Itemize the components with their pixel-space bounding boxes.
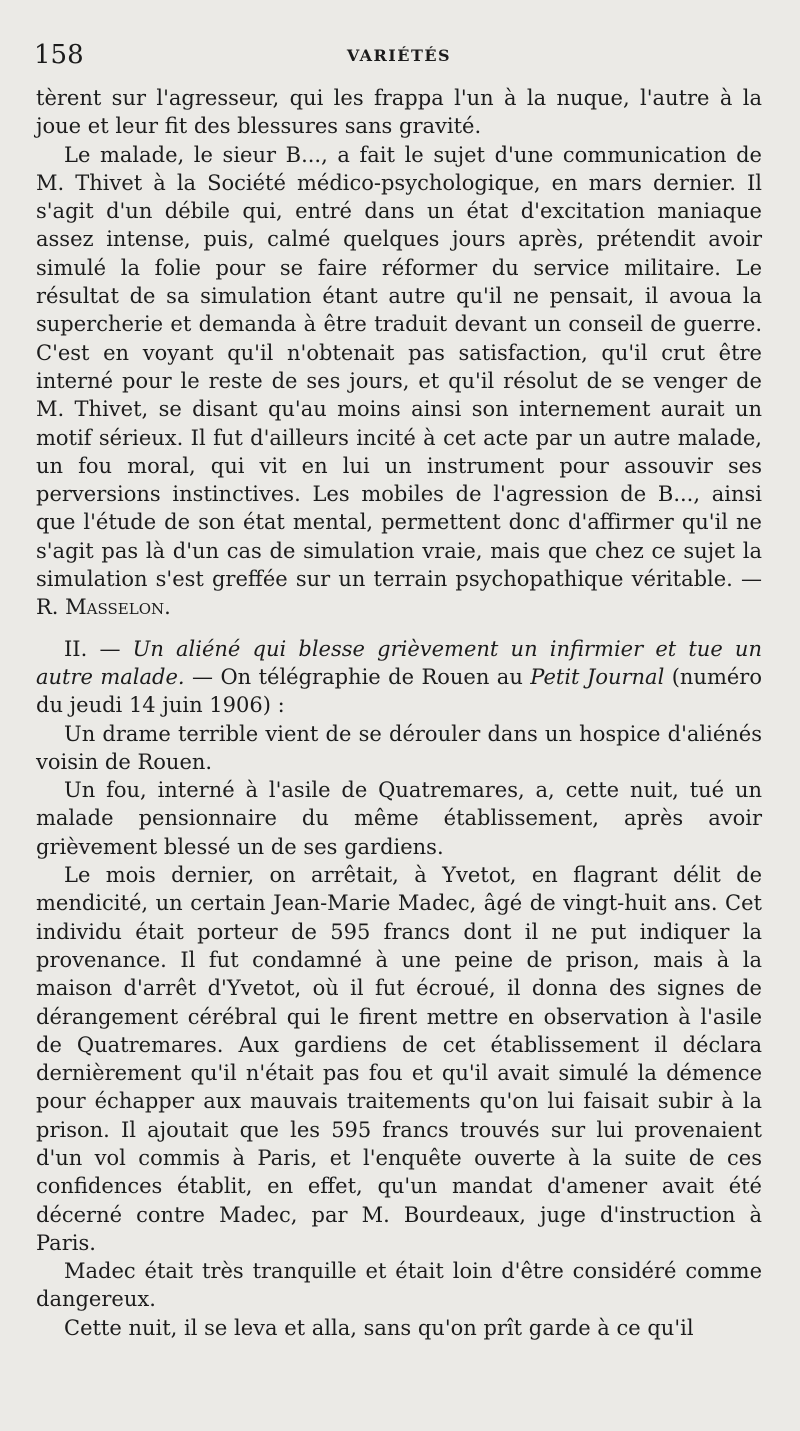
section-title: Un aliéné qui blesse grièvement un infirmier et tue un autre malade. <box>36 636 762 689</box>
running-head: VARIÉTÉS <box>346 46 452 65</box>
paragraph-madec-history: Le mois dernier, on arrêtait, à Yvetot, en flagrant délit de mendicité, un certain Jean-Marie Madec, âgé de vingt-huit ans. Cet individu était porteur de 595 francs dont il ne put indiquer la provenance. Il fut condamné à une peine de prison, mais à la maison d'arrêt d'Yvetot, où il fut écroué, il donna des signes de dérangement cérébral qui le firent mettre en observation à l'asile de Quatremares. Aux gardiens de cet établissement il déclara dernièrement qu'il n'était pas fou et qu'il avait simulé la démence pour échapper aux mauvais traitements qu'on lui faisait subir à la prison. Il ajoutait que les 595 francs trouvés sur lui provenaient d'un vol commis à Paris, et l'enquête ouverte à la suite de ces confidences établit, en effet, qu'un mandat d'amener avait été décerné contre Madec, par M. Bourdeaux, juge d'instruction à Paris. <box>36 863 762 1255</box>
page-number: 158 <box>34 40 84 70</box>
paragraph-drame: Un drame terrible vient de se dérouler dans un hospice d'aliénés voisin de Rouen. <box>36 721 762 774</box>
section-intro-end: (numéro du jeudi 14 juin 1906) : <box>36 664 762 718</box>
paragraph-case-description <box>36 141 762 622</box>
author-signature: R. Masselon. <box>36 595 171 620</box>
page-header <box>34 40 764 70</box>
page-body <box>36 84 762 1342</box>
section-heading-paragraph <box>36 635 762 720</box>
section-gap <box>36 622 762 635</box>
paragraph-fou-interne: Un fou, interné à l'asile de Quatremares, a, cette nuit, tué un malade pensionnaire du même établissement, après avoir grièvement blessé un de ses gardiens. <box>36 778 762 859</box>
paragraph-cette-nuit: Cette nuit, il se leva et alla, sans qu'on prît garde à ce qu'il <box>64 1315 694 1340</box>
paragraph-madec-tranquille: Madec était très tranquille et était loin d'être considéré comme dangereux. <box>36 1259 762 1312</box>
newspaper-name: Petit Journal <box>530 664 665 689</box>
section-intro-text: — On télégraphie de Rouen au <box>184 664 531 689</box>
paragraph-case-text: Le malade, le sieur B..., a fait le sujet d'une communication de M. Thivet à la Société médico-psychologique, en mars dernier. Il s'agit d'un débile qui, entré dans un état d'excitation maniaque assez intense, puis, calmé quelques jours après, prétendit avoir simulé la folie pour se faire réformer du service militaire. Le résultat de sa simulation étant autre qu'il ne pensait, il avoua la supercherie et demanda à être traduit devant un conseil de guerre. C'est en voyant qu'il n'obtenait pas satisfaction, qu'il crut être interné pour le reste de ses jours, et qu'il résolut de se venger de M. Thivet, se disant qu'au moins ainsi son internement aurait un motif sérieux. Il fut d'ailleurs incité à cet acte par un autre malade, un fou moral, qui vit en lui un instrument pour assouvir ses perversions instinctives. Les mobiles de l'agression de B..., ainsi que l'étude de son état mental, permettent donc d'affirmer qu'il ne s'agit pas là d'un cas de simulation vraie, mais que chez ce sujet la simulation s'est greffée sur un terrain psychopathique véritable. — <box>36 142 762 592</box>
section-number: II. — <box>64 636 133 661</box>
paragraph-continuation: tèrent sur l'agresseur, qui les frappa l'un à la nuque, l'autre à la joue et leur fit des blessures sans gravité. <box>36 86 762 139</box>
